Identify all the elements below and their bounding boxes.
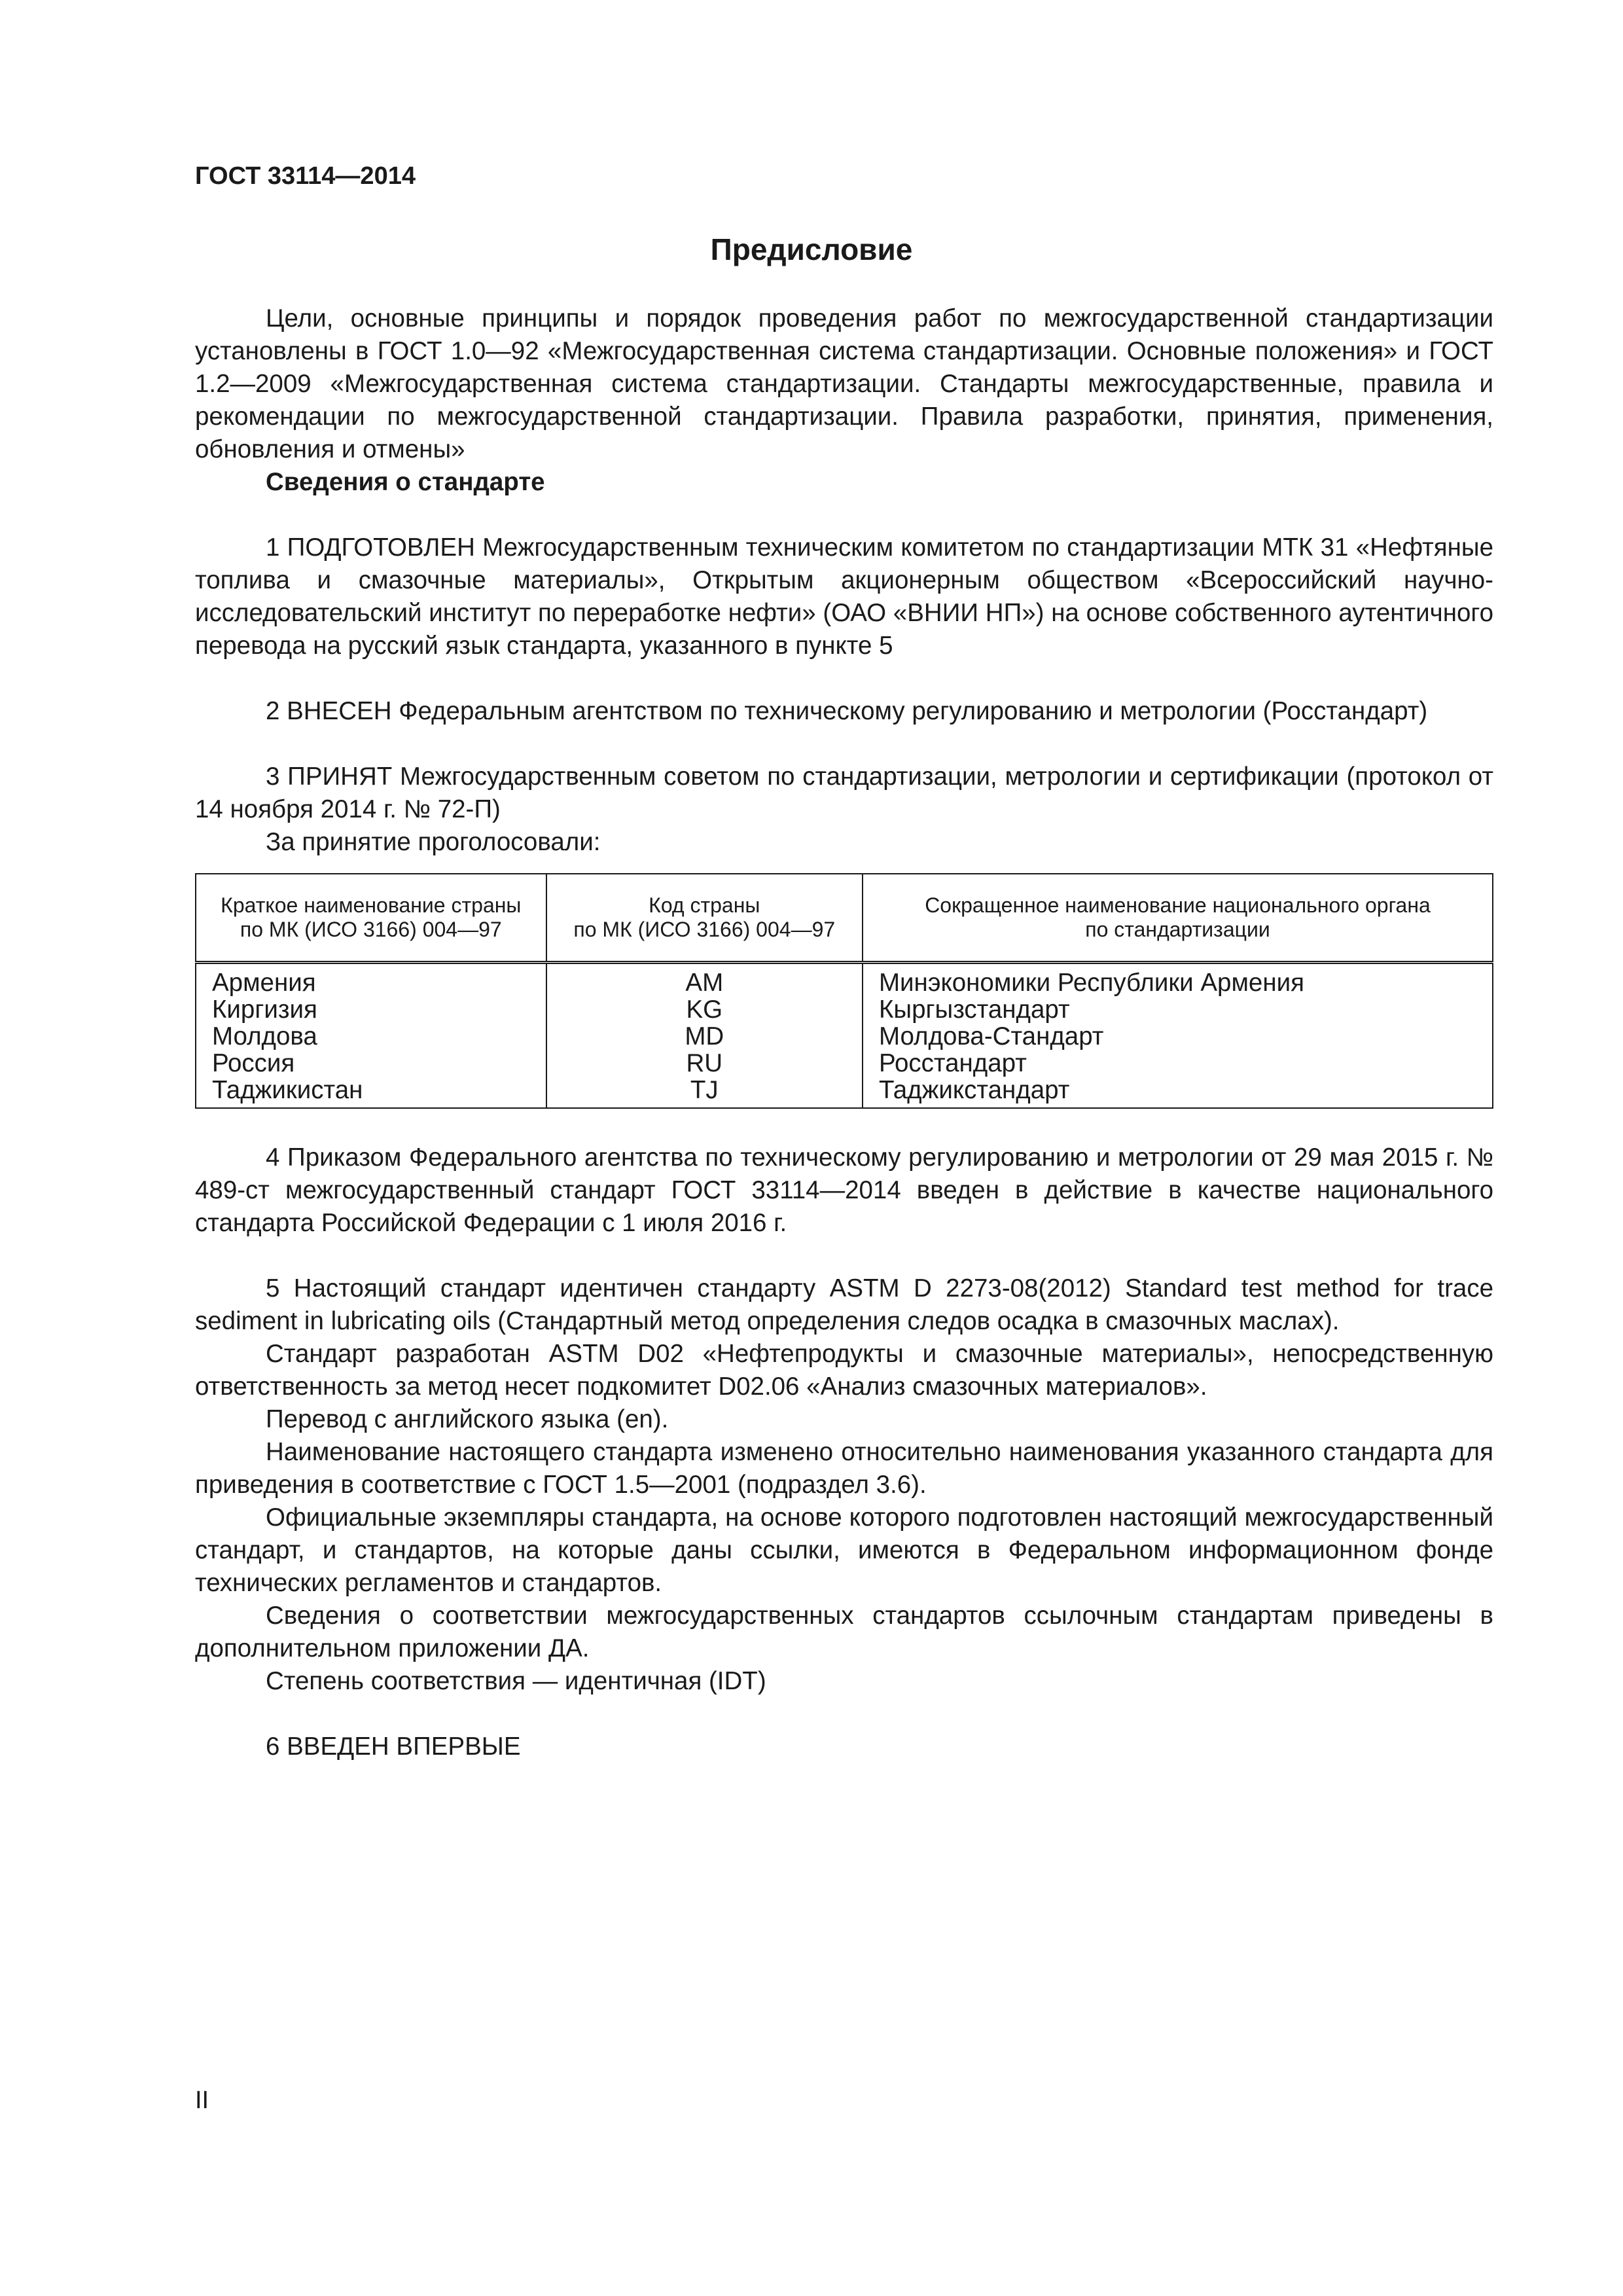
section-heading: Сведения о стандарте <box>266 468 545 496</box>
item-5-translation-paragraph: Перевод с английского языка (en). <box>266 1405 669 1433</box>
cell-code: TJ <box>546 1077 863 1108</box>
table-row <box>196 1077 1493 1108</box>
table-header-body: Сокращенное наименование национального органа по стандартизации <box>863 874 1493 963</box>
cell-country: Молдова <box>196 1023 546 1050</box>
table-header-row <box>196 874 1493 963</box>
intro-paragraph: Цели, основные принципы и порядок проведения работ по межгосударственной стандартизации установлены в ГОСТ 1.0—92 «Межгосударственная система стандартизации. Основные положения» и ГОСТ 1.2—2009 «Межгосударственная система стандартизации. Стандарты межгосударственные, правила и рекомендации по межгосударственной стандартизации. Правила разработки, принятия, применения, обновления и отмены» <box>195 304 1493 463</box>
item-5-name-change-paragraph: Наименование настоящего стандарта изменено относительно наименования указанного стандарта для приведения в соответствие с ГОСТ 1.5—2001 (подраздел 3.6). <box>195 1438 1493 1499</box>
voting-table <box>195 873 1493 1109</box>
item-3-paragraph: 3 ПРИНЯТ Межгосударственным советом по стандартизации, метрологии и сертификации (протокол от 14 ноября 2014 г. № 72-П) <box>195 762 1493 823</box>
cell-code: RU <box>546 1050 863 1077</box>
document-header-id: ГОСТ 33114—2014 <box>195 162 416 190</box>
table-header-country: Краткое наименование страны по МК (ИСО 3166) 004—97 <box>196 874 546 963</box>
cell-country: Россия <box>196 1050 546 1077</box>
cell-body: Молдова-Стандарт <box>863 1023 1493 1050</box>
cell-country: Таджикистан <box>196 1077 546 1108</box>
cell-body: Кыргызстандарт <box>863 996 1493 1023</box>
vote-label: За принятие проголосовали: <box>266 828 601 856</box>
page-title: Предисловие <box>710 232 913 266</box>
item-4-paragraph: 4 Приказом Федерального агентства по техническому регулированию и метрологии от 29 мая 2015 г. № 489-ст межгосударственный стандарт ГОСТ 33114—2014 введен в действие в качестве национального стандарта Российской Федерации с 1 июля 2016 г. <box>195 1143 1493 1237</box>
table-row <box>196 963 1493 997</box>
table-row <box>196 1023 1493 1050</box>
cell-body: Минэкономики Республики Армения <box>863 963 1493 997</box>
cell-body: Росстандарт <box>863 1050 1493 1077</box>
item-6-paragraph: 6 ВВЕДЕН ВПЕРВЫЕ <box>266 1732 521 1761</box>
cell-code: KG <box>546 996 863 1023</box>
table-row <box>196 996 1493 1023</box>
table-row <box>196 1050 1493 1077</box>
item-5-degree-paragraph: Степень соответствия — идентичная (IDT) <box>266 1667 766 1695</box>
table-header-code: Код страны по МК (ИСО 3166) 004—97 <box>546 874 863 963</box>
cell-country: Киргизия <box>196 996 546 1023</box>
cell-code: MD <box>546 1023 863 1050</box>
item-2-paragraph: 2 ВНЕСЕН Федеральным агентством по техническому регулированию и метрологии (Росстандарт) <box>266 697 1428 725</box>
cell-country: Армения <box>196 963 546 997</box>
item-5-conformity-paragraph: Сведения о соответствии межгосударственных стандартов ссылочным стандартам приведены в дополнительном приложении ДА. <box>195 1602 1493 1662</box>
item-5-official-copies-paragraph: Официальные экземпляры стандарта, на основе которого подготовлен настоящий межгосударственный стандарт, и стандартов, на которые даны ссылки, имеются в Федеральном информационном фонде технических регламентов и стандартов. <box>195 1503 1493 1597</box>
cell-body: Таджикстандарт <box>863 1077 1493 1108</box>
cell-code: AM <box>546 963 863 997</box>
item-1-paragraph: 1 ПОДГОТОВЛЕН Межгосударственным техническим комитетом по стандартизации МТК 31 «Нефтяные топлива и смазочные материалы», Открытым акционерным обществом «Всероссийский научно-исследовательский институт по переработке нефти» (ОАО «ВНИИ НП») на основе собственного аутентичного перевода на русский язык стандарта, указанного в пункте 5 <box>195 533 1493 660</box>
main-content <box>195 302 1493 1763</box>
item-5-developer-paragraph: Стандарт разработан ASTM D02 «Нефтепродукты и смазочные материалы», непосредственную ответственность за метод несет подкомитет D02.06 «Анализ смазочных материалов». <box>195 1340 1493 1401</box>
page-number: II <box>195 2087 209 2114</box>
item-5-paragraph: 5 Настоящий стандарт идентичен стандарту ASTM D 2273-08(2012) Standard test method for trace sediment in lubricating oils (Стандартный метод определения следов осадка в смазочных маслах). <box>195 1274 1493 1335</box>
